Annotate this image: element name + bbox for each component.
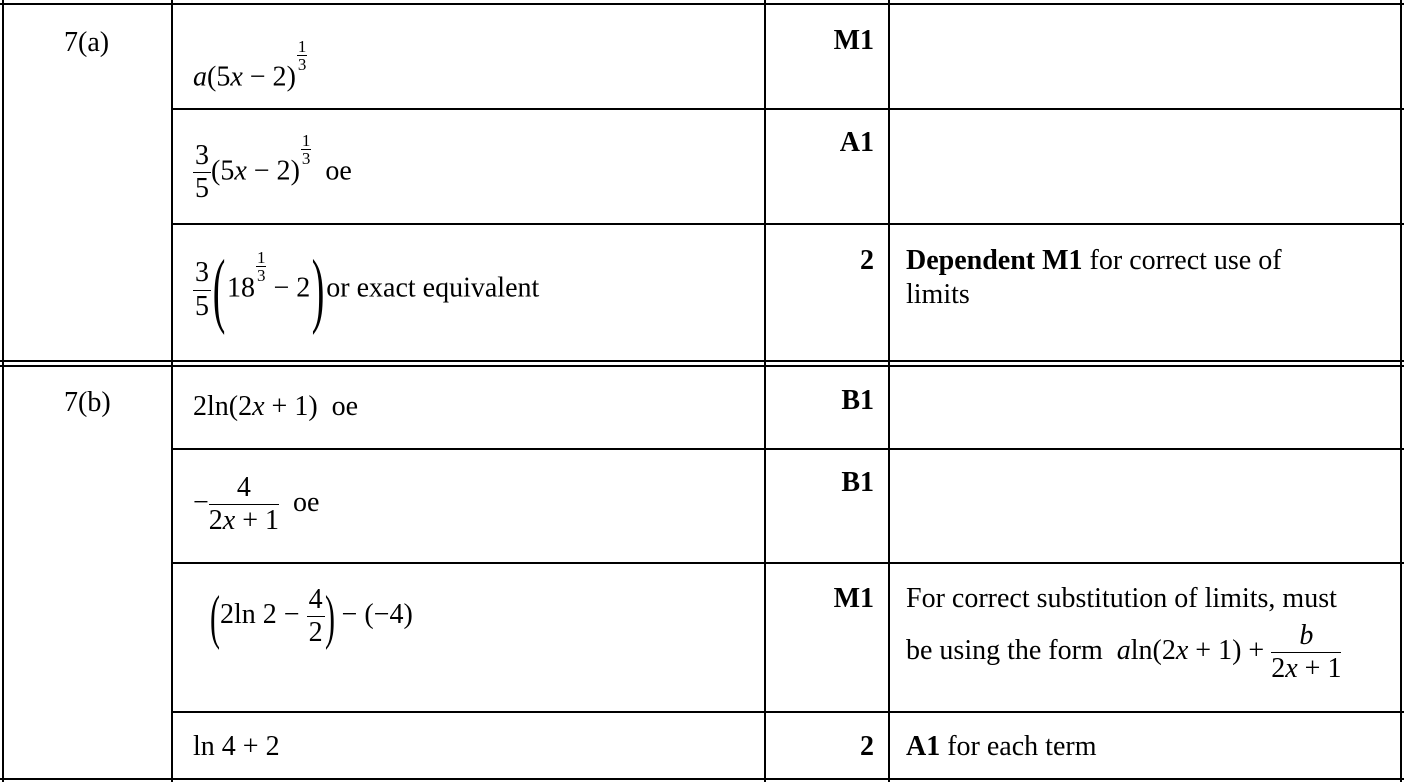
comment-text: for correct use of (1082, 245, 1282, 276)
comment-text: For correct substitution of limits, must (906, 583, 1337, 614)
mark-7b-2: B1 (841, 467, 874, 498)
answer-7b-4: ln 4 + 2 (193, 731, 280, 762)
rule (172, 711, 1404, 713)
mark-7a-3: 2 (860, 245, 874, 276)
comment-7a-3 (906, 244, 1396, 312)
col-line-left (2, 0, 4, 782)
col-line-right (1400, 0, 1402, 782)
mark-7b-3: M1 (833, 583, 874, 614)
rule-bottom (0, 778, 1404, 780)
rule-double-b (0, 365, 1404, 367)
mark-7b-4: 2 (860, 731, 874, 762)
answer-7b-1: 2ln(2x + 1) oe (193, 391, 359, 422)
rule (172, 448, 1404, 450)
rule-top (0, 3, 1404, 5)
answer-7a-3: $\frac{3}{5}$ (18 $\frac{1}{3}$ − 2)or exact equivalent (195, 243, 540, 336)
col-line-qnum (171, 0, 173, 782)
comment-text: be using the form (906, 635, 1103, 667)
rule (172, 223, 1404, 225)
answer-7b-3: (2ln 2 − $\frac{4}{2}$ ) − (−4) (209, 583, 413, 650)
comment-bold: A1 (906, 731, 941, 762)
mark-7a-1: M1 (833, 25, 874, 56)
question-number: 7(a) (64, 27, 110, 58)
rule (172, 562, 1404, 564)
col-line-answer (764, 0, 766, 782)
comment-text: limits (906, 279, 970, 310)
question-number: 7(b) (64, 387, 111, 418)
answer-7b-2: − $\frac{4}{2x + 1}$ oe (193, 472, 320, 537)
answer-suffix: oe (331, 391, 359, 422)
mark-7a-2: A1 (839, 127, 874, 158)
answer-suffix: oe (325, 155, 352, 187)
rule-double-a (0, 360, 1404, 362)
col-line-mark (888, 0, 890, 782)
comment-text: for each term (940, 731, 1097, 762)
answer-suffix: oe (293, 487, 320, 519)
answer-suffix: or exact equivalent (326, 272, 540, 304)
comment-7b-4 (906, 730, 1396, 764)
mark-7b-1: B1 (841, 385, 874, 416)
rule (172, 108, 1404, 110)
answer-7a-1: a(5x − 2) $\frac{1}{3}$ (193, 37, 307, 93)
comment-bold: Dependent M1 (906, 245, 1083, 276)
comment-7b-3: For correct substitution of limits, must be using the form aln(2x + 1) + $\frac{b}{2x + 1}$ (906, 583, 1342, 685)
answer-7a-2: $\frac{3}{5}$ (5x − 2) $\frac{1}{3}$ oe (195, 131, 352, 205)
